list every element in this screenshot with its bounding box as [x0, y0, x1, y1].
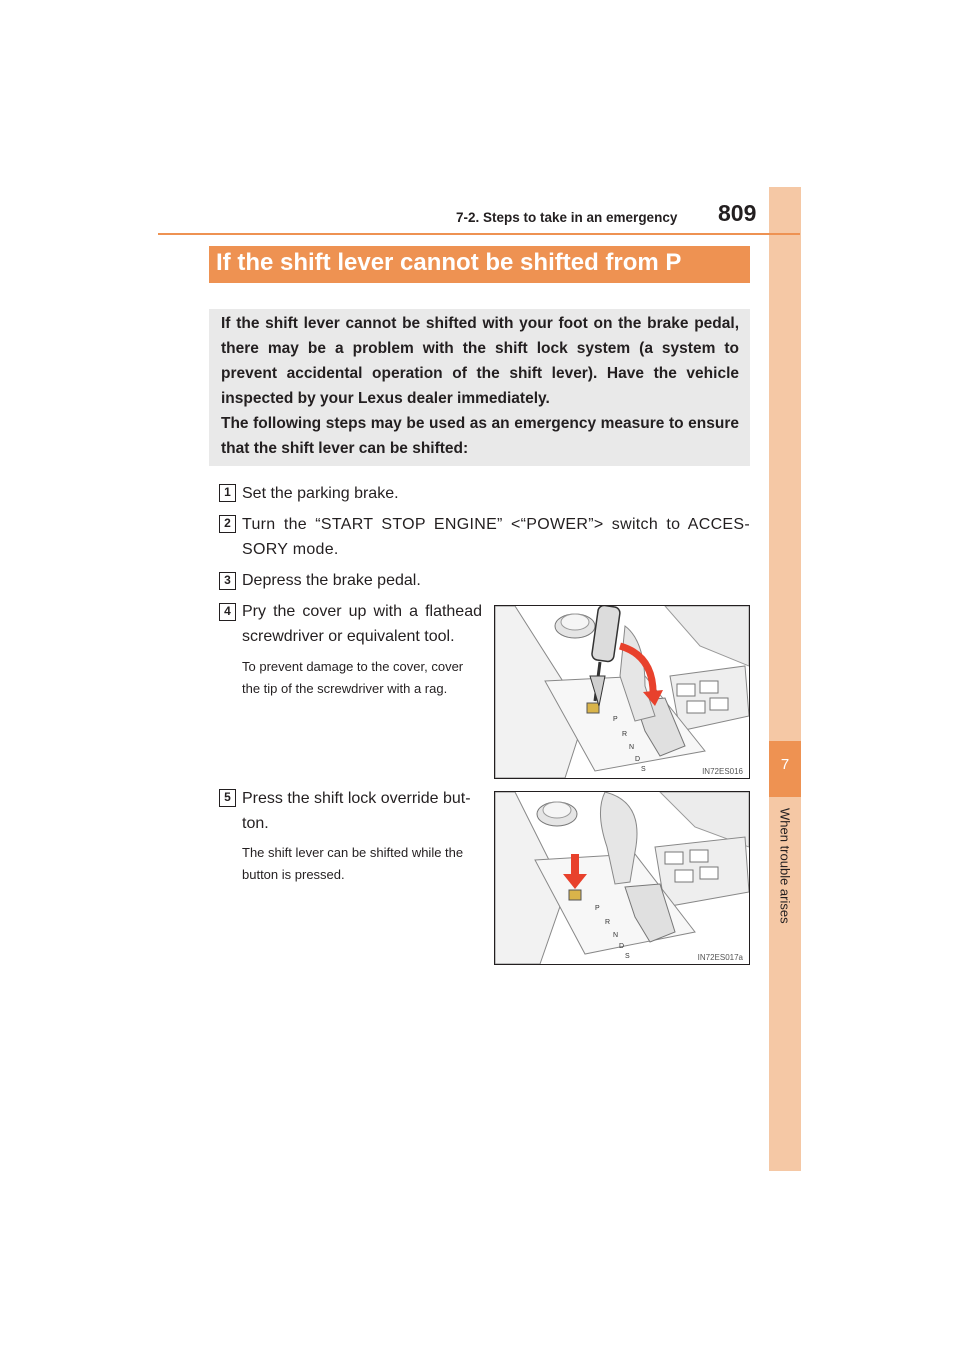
gear-letter-s-2: S [625, 953, 630, 960]
gear-letter-s: S [641, 766, 646, 773]
step-note-4: To prevent damage to the cover, cover the tip of the screwdriver with a rag. [242, 659, 464, 696]
step-number-2: 2 [219, 515, 236, 533]
step-text-1: Set the parking brake. [242, 485, 399, 502]
section-title: If the shift lever cannot be shifted from P [216, 249, 682, 276]
step-text-2: Turn the “START STOP ENGINE” <“POWER”> switch to ACCES-SORY mode. [242, 516, 750, 558]
step-text-3: Depress the brake pedal. [242, 572, 421, 589]
gear-letter-p-2: P [595, 905, 600, 912]
chapter-title: When trouble arises [777, 808, 793, 924]
illustration-pry-cover [494, 605, 750, 779]
section-reference: 7-2. Steps to take in an emergency [456, 210, 678, 225]
step-number-3: 3 [219, 572, 236, 590]
gear-letter-d-2: D [619, 943, 625, 950]
illustration-code-2: IN72ES017a [697, 953, 743, 962]
gear-letter-n-2: N [613, 932, 619, 939]
illustration-code: IN72ES016 [702, 767, 743, 776]
step-text-4: Pry the cover up with a flathead screwdriver or equivalent tool. [242, 603, 482, 645]
gear-letter-r: R [622, 731, 628, 738]
gear-letter-r-2: R [605, 919, 611, 926]
step-note-5: The shift lever can be shifted while the button is pressed. [242, 845, 464, 882]
intro-paragraph-1: If the shift lever cannot be shifted with your foot on the brake pedal, there may be a problem with the shift lock system (a system to prevent accidental operation of the shift lever). Have the vehicle inspected by your Lexus dealer immediately. [221, 315, 739, 407]
step-text-5: Press the shift lock override but-ton. [242, 790, 471, 832]
console-screwdriver-drawing [495, 606, 749, 778]
step-number-4: 4 [219, 603, 236, 621]
gear-letter-p: P [613, 716, 618, 723]
illustration-override-button [494, 791, 750, 965]
chapter-number: 7 [780, 756, 790, 773]
intro-paragraph-2: The following steps may be used as an emergency measure to ensure that the shift lever can be shifted: [221, 415, 739, 457]
step-number-1: 1 [219, 484, 236, 502]
page-number: 809 [718, 200, 757, 226]
gear-letter-n: N [629, 744, 635, 751]
console-override-drawing [495, 792, 749, 964]
step-number-5: 5 [219, 789, 236, 807]
gear-letter-d: D [635, 756, 641, 763]
intro-text [221, 311, 739, 461]
header-rule [158, 233, 800, 235]
chapter-side-tab [769, 187, 801, 1171]
